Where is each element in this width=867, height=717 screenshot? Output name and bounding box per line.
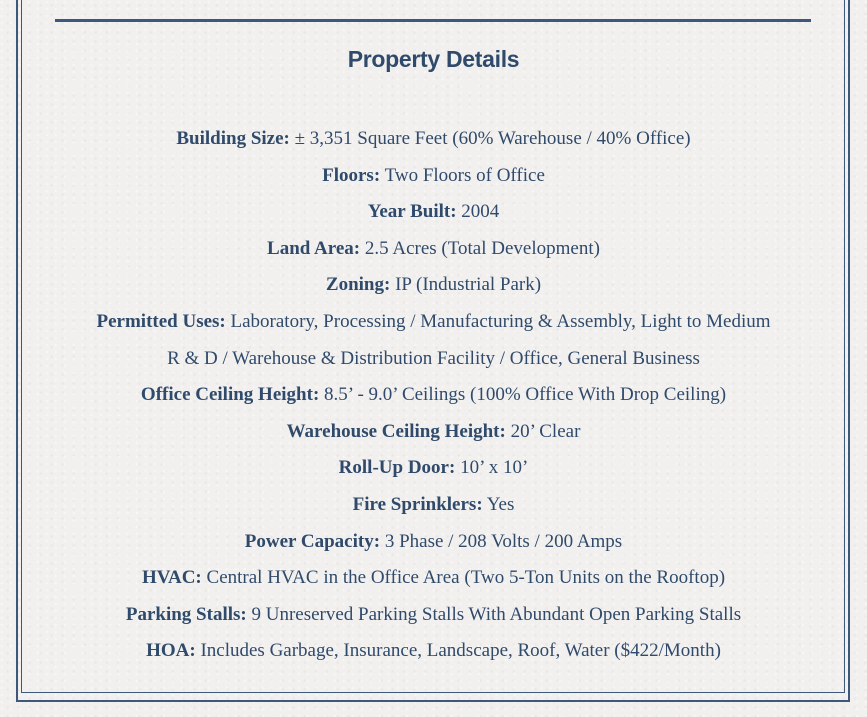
detail-fire-sprinklers bbox=[0, 487, 867, 524]
detail-value: 8.5’ - 9.0’ Ceilings (100% Office With Drop Ceiling) bbox=[319, 384, 727, 406]
detail-value: Laboratory, Processing / Manufacturing & Assembly, Light to Medium bbox=[225, 310, 771, 332]
detail-office-ceiling-height bbox=[0, 377, 867, 414]
detail-label: Building Size: bbox=[176, 128, 290, 149]
detail-warehouse-ceiling-height bbox=[0, 414, 867, 451]
detail-label: Power Capacity: bbox=[244, 530, 381, 552]
detail-label: Year Built: bbox=[367, 201, 457, 223]
detail-value: 10’ x 10’ bbox=[455, 457, 529, 479]
detail-label: Floors: bbox=[322, 164, 381, 186]
detail-value: R & D / Warehouse & Distribution Facility / Office, General Business bbox=[167, 347, 700, 369]
detail-label: Roll-Up Door: bbox=[338, 457, 456, 479]
property-details-list bbox=[0, 121, 867, 670]
detail-value: Two Floors of Office bbox=[380, 164, 545, 186]
detail-label: Warehouse Ceiling Height: bbox=[286, 420, 506, 442]
detail-value: 20’ Clear bbox=[505, 420, 581, 442]
detail-parking-stalls bbox=[0, 597, 867, 634]
detail-floors bbox=[0, 158, 867, 195]
detail-permitted-uses-continued bbox=[0, 341, 867, 378]
detail-label: HOA: bbox=[146, 640, 196, 662]
detail-label: Office Ceiling Height: bbox=[140, 384, 320, 406]
detail-value: IP (Industrial Park) bbox=[390, 274, 542, 296]
detail-permitted-uses bbox=[0, 304, 867, 341]
detail-value: Central HVAC in the Office Area (Two 5-Ton Units on the Rooftop) bbox=[201, 567, 726, 589]
detail-label: Zoning: bbox=[325, 274, 391, 296]
detail-year-built bbox=[0, 194, 867, 231]
detail-value: 2004 bbox=[456, 201, 500, 223]
detail-label: Land Area: bbox=[267, 237, 361, 259]
detail-label: Permitted Uses: bbox=[96, 310, 226, 332]
detail-value: Yes bbox=[482, 493, 515, 515]
detail-label: Fire Sprinklers: bbox=[352, 493, 483, 515]
detail-label: Parking Stalls: bbox=[125, 603, 247, 625]
detail-value: 3 Phase / 208 Volts / 200 Amps bbox=[380, 530, 623, 552]
page-title: Property Details bbox=[347, 46, 520, 72]
detail-hoa bbox=[0, 633, 867, 670]
detail-value: 2.5 Acres (Total Development) bbox=[360, 237, 600, 259]
detail-zoning bbox=[0, 267, 867, 304]
detail-value: ± 3,351 Square Feet (60% Warehouse / 40% Office) bbox=[289, 128, 691, 149]
detail-label: HVAC: bbox=[141, 567, 202, 589]
detail-roll-up-door bbox=[0, 450, 867, 487]
detail-hvac bbox=[0, 560, 867, 597]
top-divider bbox=[55, 19, 811, 22]
detail-land-area bbox=[0, 231, 867, 268]
detail-building-size bbox=[0, 121, 867, 158]
detail-value: Includes Garbage, Insurance, Landscape, Roof, Water ($422/Month) bbox=[195, 640, 721, 662]
detail-value: 9 Unreserved Parking Stalls With Abundant Open Parking Stalls bbox=[246, 603, 742, 625]
detail-power-capacity bbox=[0, 524, 867, 561]
